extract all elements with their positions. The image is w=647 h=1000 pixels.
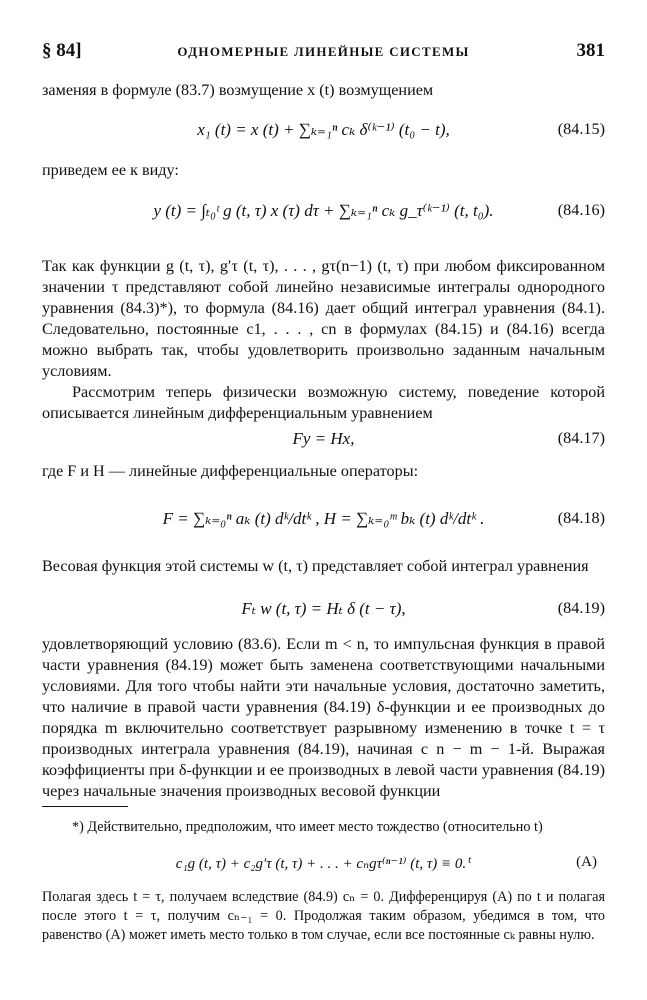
page-number: 381 xyxy=(576,40,605,61)
equation-84-16 xyxy=(42,195,605,229)
equation-body: Fy = Hx, xyxy=(292,429,355,448)
equation-84-18 xyxy=(42,503,605,537)
footnote-text: Полагая здесь t = τ, получаем вследствие (84.9) cₙ = 0. Дифференцируя (A) по t и полагая после этого t = τ, получим cₙ₋₁ = 0. Продолжая таким образом, убедимся в том, что равенство (A) может иметь место только в том случае, если все постоянные cₖ равны нулю. xyxy=(42,889,605,943)
equation-body: Fₜ w (t, τ) = Hₜ δ (t − τ), xyxy=(241,599,406,618)
equation-number: (84.15) xyxy=(557,120,605,138)
equation-body: y (t) = ∫ₜ₀ᵗ g (t, τ) x (τ) dτ + ∑ₖ₌₁ⁿ cₖ g_τ⁽ᵏ⁻¹⁾ (t, t₀). xyxy=(153,201,494,220)
equation-84-15 xyxy=(42,114,605,148)
equation-number: (84.16) xyxy=(557,201,605,219)
footnote-intro: *) Действительно, предположим, что имеет место тождество (относительно t) xyxy=(72,819,543,835)
equation-number: (84.19) xyxy=(557,599,605,617)
footnote-equation-label: (A) xyxy=(576,854,597,870)
paragraph-lead: приведем ее к виду: xyxy=(42,161,179,179)
section-marker: § 84] xyxy=(42,40,82,61)
paragraph-operators: где F и H — линейные дифференциальные операторы: xyxy=(42,462,419,480)
running-title: ОДНОМЕРНЫЕ ЛИНЕЙНЫЕ СИСТЕМЫ xyxy=(177,44,470,59)
equation-body: x₁ (t) = x (t) + ∑ₖ₌₁ⁿ cₖ δ⁽ᵏ⁻¹⁾ (t₀ − t), xyxy=(197,120,450,139)
identity-over-symbol: t xyxy=(468,854,472,866)
paragraph-conditions: удовлетворяющий условию (83.6). Если m < n, то импульсная функция в правой части уравнения (84.19) может быть заменена соответствующими начальными условиями. Для того чтобы найти эти начальные условия, достаточно заметить, что наличие в правой части уравнения (84.19) δ-функции и ее производных до порядка m включительно соответствует разрывному изменению в точке t = τ производных интеграла уравнения (84.19), начиная с n − m − 1-й. Выражая коэффициенты при δ-функции и ее производных в левой части уравнения (84.19) через начальные значения производных весовой функции xyxy=(42,635,605,800)
page-header xyxy=(42,40,605,64)
paragraph-intro: заменяя в формуле (83.7) возмущение x (t) возмущением xyxy=(42,81,434,99)
footnote-equation xyxy=(42,852,605,882)
paragraph-system: Рассмотрим теперь физически возможную систему, поведение которой описывается линейным дифференциальным уравнением xyxy=(42,383,605,422)
equation-84-17 xyxy=(42,423,605,457)
equation-number: (84.18) xyxy=(557,509,605,527)
equation-body: F = ∑ₖ₌₀ⁿ aₖ (t) dᵏ/dtᵏ , H = ∑ₖ₌₀ᵐ bₖ (t) dᵏ/dtᵏ . xyxy=(162,509,485,528)
paragraph-weight-function: Весовая функция этой системы w (t, τ) представляет собой интеграл уравнения xyxy=(42,557,589,575)
paragraph-functions: Так как функции g (t, τ), g′τ (t, τ), . . . , gτ(n−1) (t, τ) при любом фиксированном значении τ представляют собой линейно независимые интегралы однородного уравнения (84.3)*), то формула (84.16) дает общий интеграл уравнения (84.1). Следовательно, постоянные c1, . . . , cn в формулах (84.15) и (84.16) всегда можно выбрать так, чтобы удовлетворить произвольно заданным начальным условиям. xyxy=(42,257,605,380)
footnote-rule xyxy=(42,806,128,807)
equation-84-19 xyxy=(42,593,605,627)
equation-number: (84.17) xyxy=(557,429,605,447)
footnote-equation-body: c₁g (t, τ) + c₂g′τ (t, τ) + . . . + cₙgτ⁽ⁿ⁻¹⁾ (t, τ) ≡ 0. $^t$ xyxy=(175,854,472,872)
